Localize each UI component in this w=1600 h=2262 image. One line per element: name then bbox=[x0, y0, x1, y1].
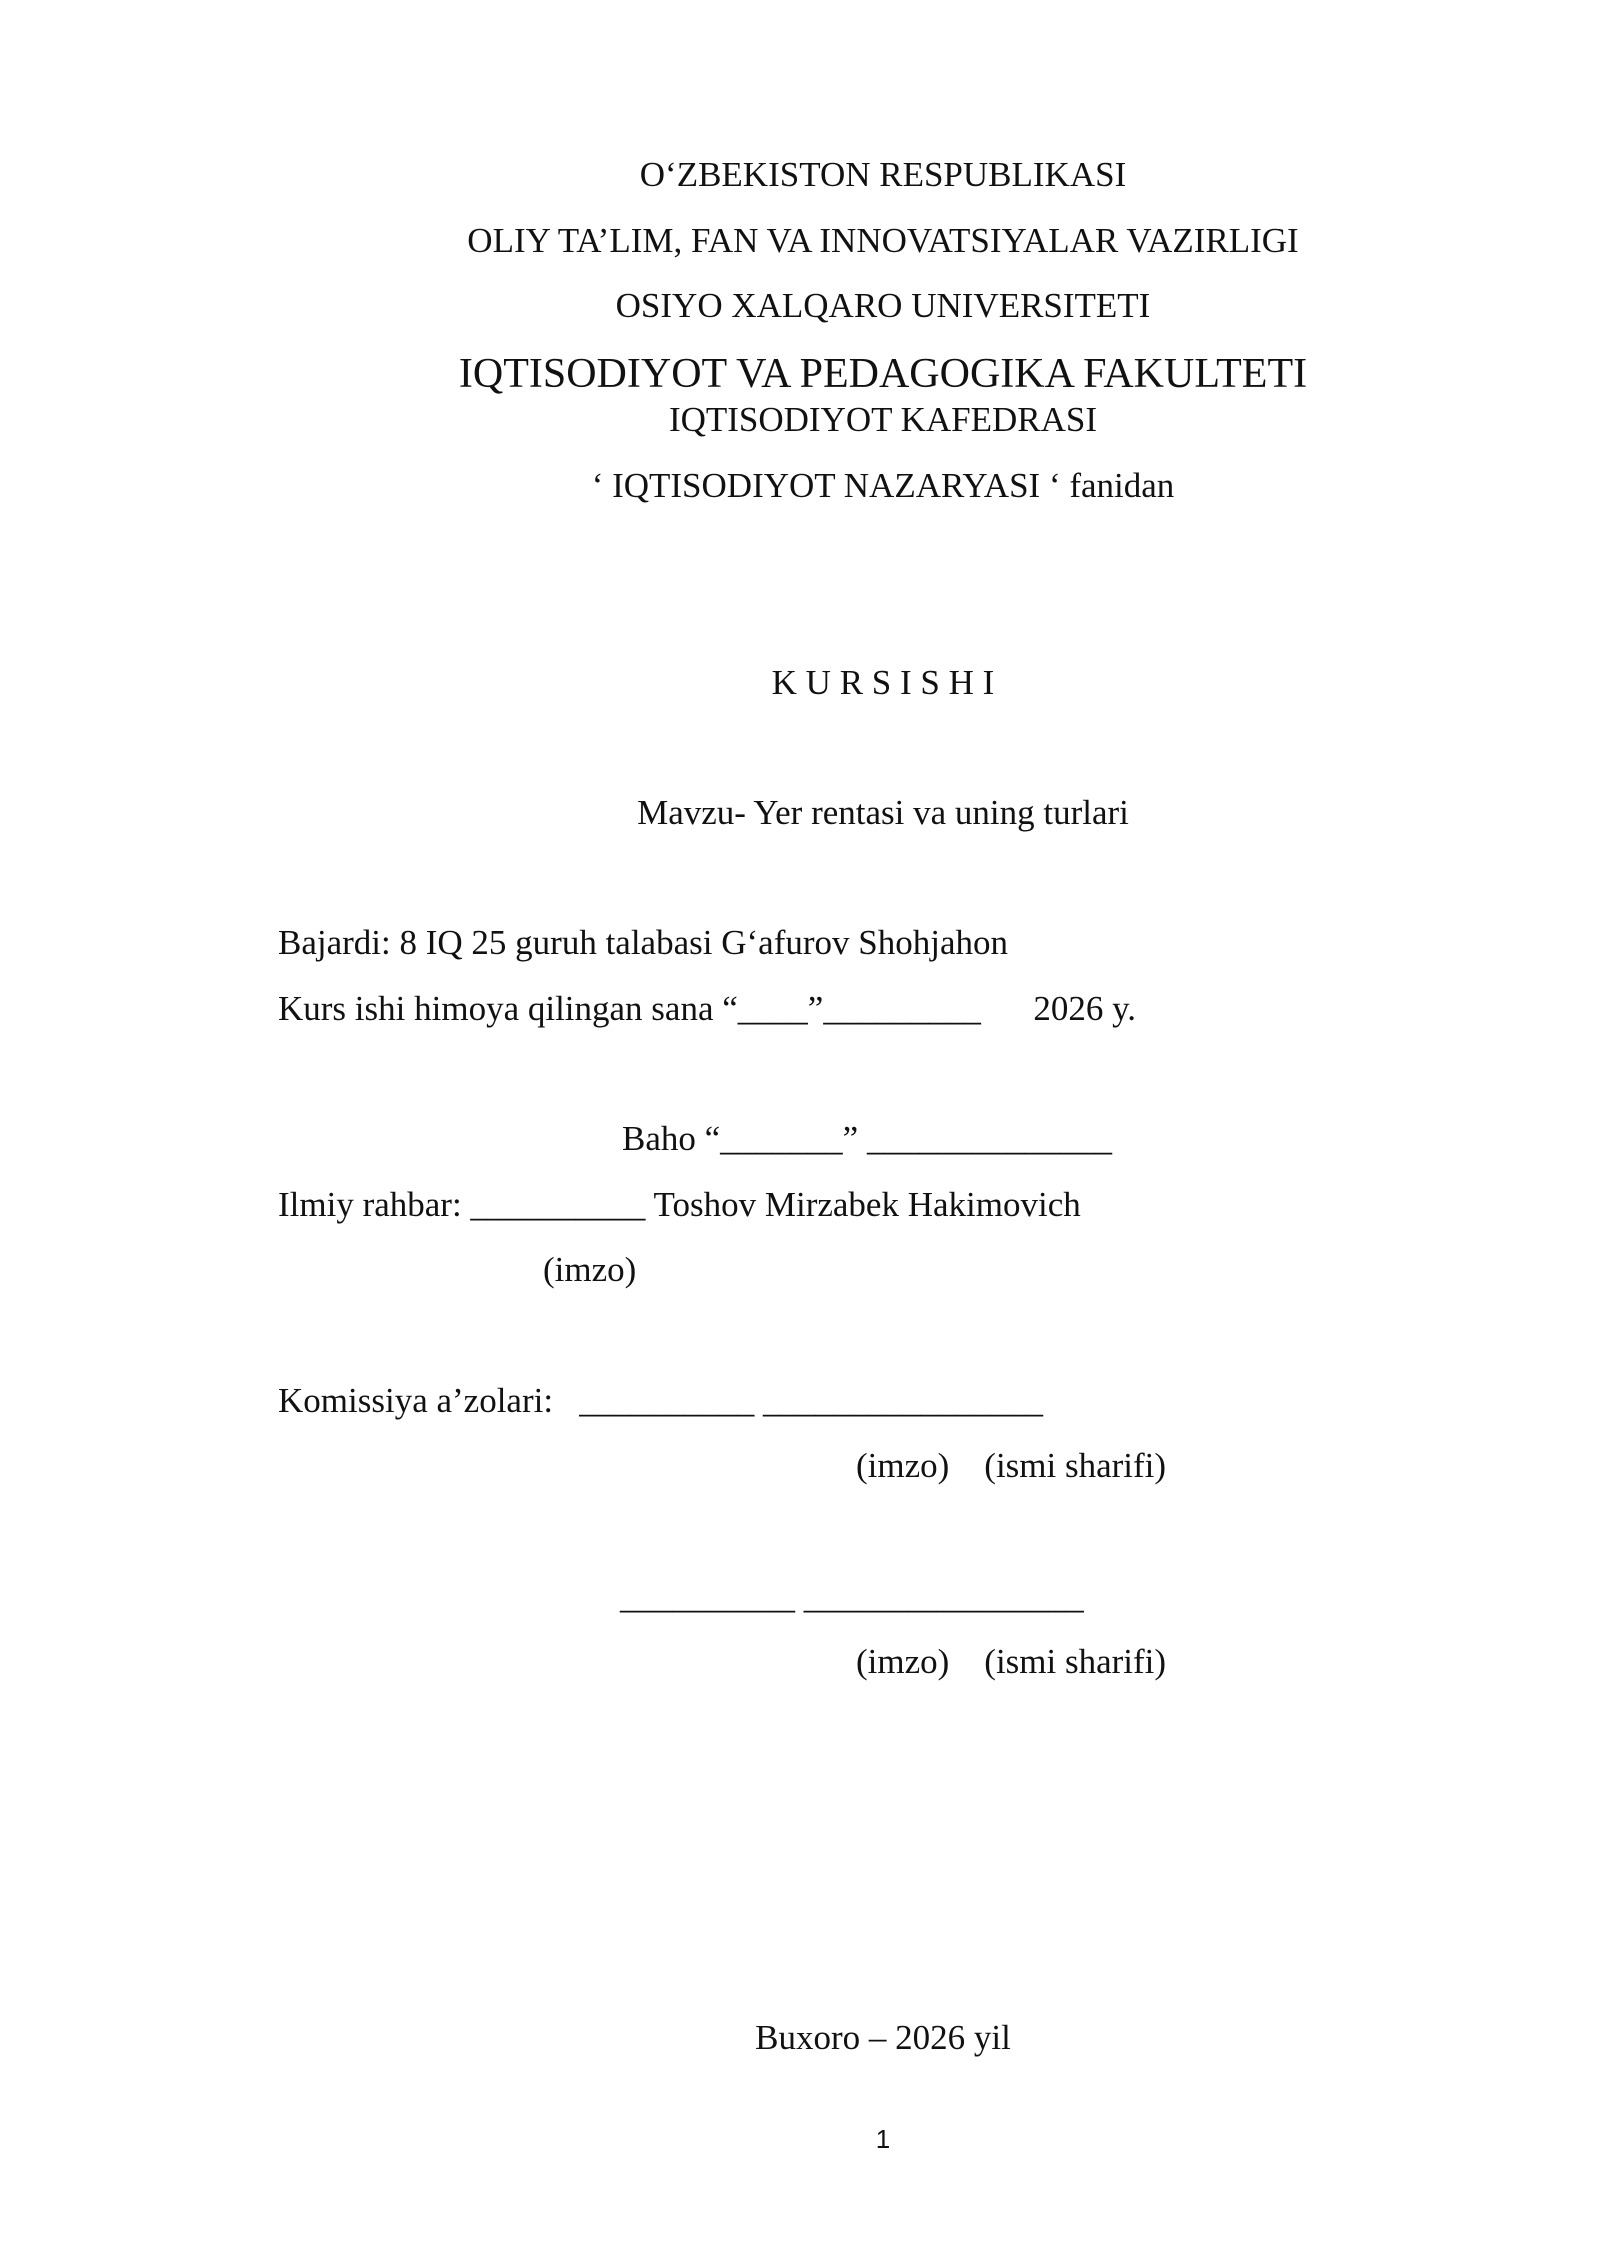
header-subject: ‘ IQTISODIYOT NAZARYASI ‘ fanidan bbox=[591, 466, 1175, 505]
defense-date-line: Kurs ishi himoya qilingan sana “____”_________ 2026 y. bbox=[278, 989, 1137, 1028]
document-title: K U R S I S H I bbox=[771, 663, 995, 702]
student-line: Bajardi: 8 IQ 25 guruh talabasi G‘afurov Shohjahon bbox=[278, 923, 1008, 962]
supervisor-signature-caption: (imzo) bbox=[543, 1250, 637, 1289]
grade-line: Baho “_______” ______________ bbox=[622, 1119, 1112, 1158]
header-university: OSIYO XALQARO UNIVERSITETI bbox=[615, 286, 1151, 325]
commission-row-1: Komissiya a’zolari: __________ ________________ bbox=[278, 1381, 1044, 1420]
header-department: IQTISODIYOT KAFEDRASI bbox=[668, 400, 1098, 439]
header-faculty: IQTISODIYOT VA PEDAGOGIKA FAKULTETI bbox=[458, 351, 1308, 397]
commission-caption-2: (imzo) (ismi sharifi) bbox=[856, 1642, 1167, 1681]
header-country: O‘ZBEKISTON RESPUBLIKASI bbox=[639, 155, 1127, 194]
commission-row-2: __________ ________________ bbox=[620, 1577, 1084, 1616]
header-ministry: OLIY TA’LIM, FAN VA INNOVATSIYALAR VAZIRLIGI bbox=[467, 221, 1299, 260]
footer-place-year: Buxoro – 2026 yil bbox=[755, 2018, 1011, 2057]
page-number: 1 bbox=[875, 2124, 891, 2154]
document-topic: Mavzu- Yer rentasi va uning turlari bbox=[637, 793, 1129, 832]
supervisor-line: Ilmiy rahbar: __________ Toshov Mirzabek Hakimovich bbox=[278, 1185, 1081, 1224]
commission-caption-1: (imzo) (ismi sharifi) bbox=[856, 1446, 1167, 1485]
